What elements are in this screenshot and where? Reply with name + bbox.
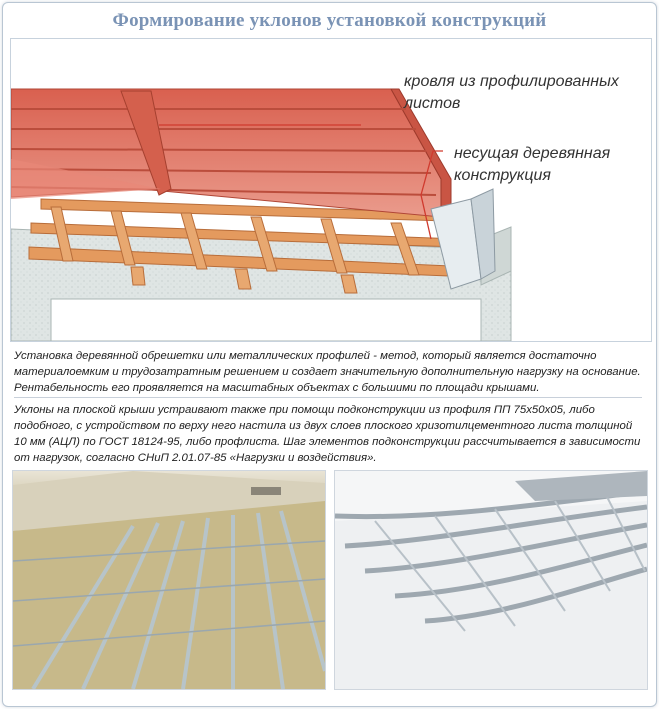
photo-right [334, 470, 648, 690]
page-title: Формирование уклонов установкой конструкций [112, 10, 547, 31]
label-roofing: кровля из профилированных листов [404, 73, 619, 112]
photo-galvanized-profiles-on-roof-icon [335, 471, 647, 689]
profiled-roof-sheets [11, 89, 451, 217]
photo-metal-profiles-on-insulation-icon [13, 471, 325, 689]
roof-slope-diagram [10, 38, 652, 342]
photo-left [12, 470, 326, 690]
paragraph-1: Установка деревянной обрешетки или металлических профилей - метод, который является достаточно материалоемким и трудозатратным решением и создает значительную дополнительную нагрузку на основание. Рентабельность его проявляется на масштабных объектах с большими по площади крышами. [14, 350, 641, 394]
divider [14, 397, 642, 398]
paragraph-2: Уклоны на плоской крыши устраивают также при помощи подконструкции из профиля ПП 75х50х05, либо подобного, с устройством по верху него настила из двух слоев плоского хризотилцементного листа толщиной 10 мм (АЦЛ) по ГОСТ 18124-95, либо профлиста. Шаг элементов подконструкции рассчитывается в зависимости от нагрузок, согласно СНиП 2.01.07-85 «Нагрузки и воздействия». [14, 404, 641, 464]
label-structure: несущая деревянная конструкция [454, 145, 611, 184]
